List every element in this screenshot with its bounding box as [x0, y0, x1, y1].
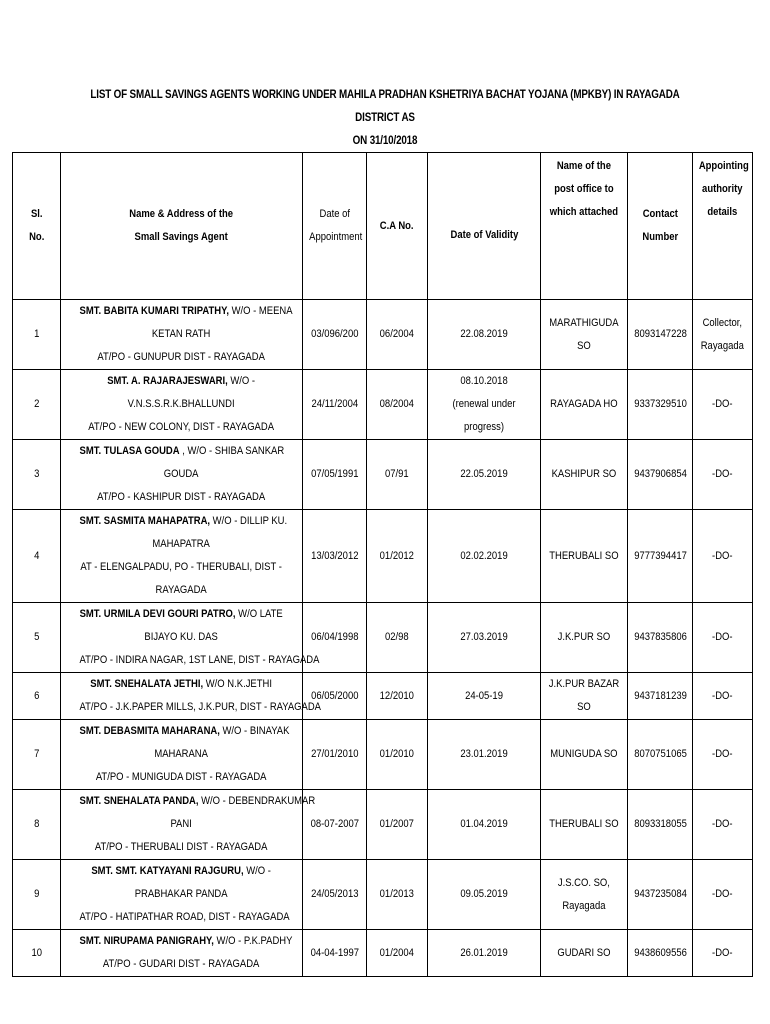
agent-name-line — [79, 790, 316, 813]
cell-agent-name-address — [61, 860, 302, 930]
header-contact-line-1: Contact — [642, 208, 678, 220]
date-of-appointment-value: 06/04/1998 — [310, 631, 359, 643]
cell-sl-no — [13, 673, 61, 720]
cell-contact-number — [627, 603, 693, 673]
header-post-office — [540, 153, 627, 300]
agent-relation: W/O - BINAYAK — [220, 725, 290, 737]
agent-name-line — [80, 440, 283, 463]
header-appointing-authority — [693, 153, 753, 300]
agent-address-line2: MAHAPATRA — [152, 538, 211, 550]
authority-auth-1: -DO- — [712, 818, 733, 830]
cell-date-of-appointment — [302, 300, 367, 370]
cell-appointing-authority — [693, 860, 753, 930]
post-office-po-1: MARATHIGUDA — [549, 316, 619, 329]
header-validity-label: Date of Validity — [450, 228, 518, 241]
sl-no-value: 2 — [34, 398, 40, 410]
ca-no-value: 01/2004 — [380, 946, 415, 959]
post-office-po-1: J.K.PUR SO — [557, 631, 611, 643]
ca-no-value: 07/91 — [385, 468, 409, 480]
agent-address-line3: AT/PO - KASHIPUR DIST - RAYAGADA — [97, 491, 266, 503]
cell-date-of-validity — [427, 440, 540, 510]
authority-auth-1: Collector, — [702, 316, 743, 329]
sl-no-value: 8 — [34, 818, 40, 830]
cell-ca-no — [367, 790, 428, 860]
contact-number-value: 9437235084 — [634, 888, 687, 900]
cell-date-of-appointment — [302, 720, 367, 790]
cell-post-office — [540, 370, 627, 440]
agent-address-line3: AT/PO - GUNUPUR DIST - RAYAGADA — [97, 351, 266, 363]
date-of-appointment-value: 03/096/200 — [310, 328, 359, 340]
authority-auth-2: Rayagada — [701, 339, 745, 352]
cell-ca-no — [367, 860, 428, 930]
header-sl-no-line-1: Sl. — [30, 208, 43, 220]
agent-address-line3: AT/PO - MUNIGUDA DIST - RAYAGADA — [96, 771, 267, 783]
cell-date-of-appointment — [302, 930, 367, 977]
cell-contact-number — [627, 930, 693, 977]
sl-no-value: 9 — [34, 888, 40, 900]
post-office-po-1: THERUBALI SO — [549, 549, 619, 562]
document-title-line-1: LIST OF SMALL SAVINGS AGENTS WORKING UNDER MAHILA PRADHAN KSHETRIYA BACHAT YOJANA (MPKBY) IN RAYAGADA DISTRICT AS — [90, 87, 680, 124]
cell-agent-name-address — [61, 790, 316, 860]
agent-relation: W/O N.K.JETHI — [203, 678, 273, 690]
cell-contact-number — [627, 300, 693, 370]
agent-name: SMT. SNEHALATA JETHI, — [90, 678, 204, 690]
agent-name: SMT. A. RAJARAJESWARI, — [107, 375, 229, 387]
cell-appointing-authority — [693, 440, 753, 510]
agent-name-line — [80, 673, 283, 696]
contact-number-value: 9337329510 — [634, 398, 687, 410]
cell-sl-no — [13, 510, 61, 603]
table-row — [13, 370, 753, 440]
agent-relation: W/O - DILLIP KU. — [210, 515, 288, 527]
cell-date-of-appointment — [302, 860, 367, 930]
cell-date-of-validity — [427, 860, 540, 930]
contact-number-value: 9777394417 — [634, 549, 687, 562]
agent-name: SMT. BABITA KUMARI TRIPATHY, — [79, 305, 230, 317]
cell-post-office — [540, 930, 627, 977]
header-name-address — [61, 153, 302, 300]
contact-number-value: 8093318055 — [634, 818, 687, 830]
agent-name-line — [79, 510, 288, 533]
header-ca-label: C.A No. — [380, 219, 415, 232]
validity-validity-1: 27.03.2019 — [460, 631, 508, 643]
date-of-appointment-value: 08-07-2007 — [310, 818, 359, 830]
contact-number-value: 9437181239 — [634, 689, 687, 702]
cell-post-office — [540, 440, 627, 510]
agent-relation: , W/O - SHIBA SANKAR — [180, 445, 285, 457]
cell-date-of-validity — [427, 930, 540, 977]
table-row — [13, 720, 753, 790]
validity-validity-1: 22.08.2019 — [460, 328, 508, 340]
contact-number-value: 9437906854 — [634, 468, 687, 480]
cell-agent-name-address — [61, 603, 320, 673]
cell-sl-no — [13, 720, 61, 790]
table-row — [13, 510, 753, 603]
header-po-line-2: post office to — [554, 183, 614, 195]
header-po-line-1: Name of the — [556, 160, 611, 172]
cell-ca-no — [367, 603, 428, 673]
sl-no-value: 7 — [34, 748, 40, 760]
ca-no-value: 08/2004 — [380, 398, 415, 410]
date-of-appointment-value: 27/01/2010 — [310, 748, 359, 760]
agent-name: SMT. SMT. KATYAYANI RAJGURU, — [91, 865, 245, 877]
table-row — [13, 300, 753, 370]
post-office-po-1: KASHIPUR SO — [551, 468, 617, 480]
validity-validity-1: 22.05.2019 — [460, 468, 508, 480]
agent-name: SMT. TULASA GOUDA — [79, 445, 181, 457]
post-office-po-1: J.K.PUR BAZAR — [548, 678, 620, 690]
cell-post-office — [540, 790, 627, 860]
cell-agent-name-address — [61, 930, 302, 977]
cell-ca-no — [367, 720, 428, 790]
table-row — [13, 440, 753, 510]
validity-validity-1: 08.10.2018 — [460, 375, 508, 387]
post-office-po-1: THERUBALI SO — [549, 818, 619, 830]
validity-validity-3: progress) — [463, 421, 504, 433]
contact-number-value: 8070751065 — [634, 748, 687, 760]
cell-date-of-validity — [427, 510, 540, 603]
cell-ca-no — [367, 370, 428, 440]
validity-validity-1: 23.01.2019 — [460, 748, 508, 760]
agent-relation: W/O - — [244, 865, 272, 877]
table-row — [13, 603, 753, 673]
cell-agent-name-address — [61, 300, 302, 370]
cell-post-office — [540, 720, 627, 790]
post-office-po-1: MUNIGUDA SO — [550, 748, 618, 760]
cell-date-of-appointment — [302, 510, 367, 603]
agent-address-line2: KETAN RATH — [152, 328, 211, 340]
authority-auth-1: -DO- — [712, 549, 733, 562]
validity-validity-1: 02.02.2019 — [460, 549, 508, 562]
sl-no-value: 3 — [34, 468, 40, 480]
table-row — [13, 790, 753, 860]
ca-no-value: 06/2004 — [380, 328, 415, 340]
cell-ca-no — [367, 300, 428, 370]
agent-address-line3: AT/PO - THERUBALI DIST - RAYAGADA — [95, 841, 268, 853]
header-name-line-2: Small Savings Agent — [134, 231, 229, 243]
authority-auth-1: -DO- — [712, 689, 733, 702]
header-date-of-appointment — [302, 153, 367, 300]
cell-post-office — [540, 300, 627, 370]
agents-table — [12, 152, 753, 977]
agent-name: SMT. SASMITA MAHAPATRA, — [79, 515, 211, 527]
cell-ca-no — [367, 440, 428, 510]
cell-date-of-validity — [427, 370, 540, 440]
agent-relation: W/O - DEBENDRAKUMAR — [198, 795, 316, 807]
ca-no-value: 01/2013 — [380, 888, 415, 900]
table-row — [13, 860, 753, 930]
cell-appointing-authority — [693, 673, 753, 720]
agent-name-line — [79, 720, 290, 743]
header-sl-no-line-2: No. — [29, 231, 45, 243]
cell-post-office — [540, 603, 627, 673]
agent-name: SMT. SNEHALATA PANDA, — [79, 795, 199, 807]
cell-sl-no — [13, 603, 61, 673]
agent-address-line2: GOUDA — [164, 468, 199, 480]
cell-appointing-authority — [693, 300, 753, 370]
document-title-line-2: ON 31/10/2018 — [352, 133, 418, 147]
header-po-line-3: which attached — [549, 206, 619, 218]
date-of-appointment-value: 06/05/2000 — [310, 689, 359, 702]
cell-date-of-validity — [427, 720, 540, 790]
document-title — [84, 83, 686, 152]
date-of-appointment-value: 07/05/1991 — [310, 468, 359, 480]
header-doa-line-1: Date of — [319, 208, 350, 220]
cell-ca-no — [367, 673, 428, 720]
agent-name-line — [80, 603, 283, 626]
table-row — [13, 673, 753, 720]
header-name-line-1: Name & Address of the — [129, 208, 234, 220]
contact-number-value: 8093147228 — [634, 328, 687, 340]
post-office-po-2: Rayagada — [562, 899, 606, 912]
post-office-po-2: SO — [577, 339, 591, 352]
agent-address-line3: AT/PO - HATIPATHAR ROAD, DIST - RAYAGADA — [79, 911, 291, 923]
cell-date-of-validity — [427, 300, 540, 370]
agent-address-line4: RAYAGADA — [156, 584, 208, 596]
authority-auth-1: -DO- — [712, 468, 733, 480]
agent-address-line2: PANI — [170, 818, 193, 830]
cell-contact-number — [627, 370, 693, 440]
cell-sl-no — [13, 300, 61, 370]
cell-appointing-authority — [693, 790, 753, 860]
sl-no-value: 5 — [34, 631, 40, 643]
agent-name-line — [79, 930, 293, 953]
agent-name-line — [80, 370, 283, 393]
cell-contact-number — [627, 860, 693, 930]
authority-auth-1: -DO- — [712, 631, 733, 643]
agent-relation: W/O - — [228, 375, 256, 387]
post-office-po-1: RAYAGADA HO — [550, 398, 618, 410]
agent-relation: W/O - P.K.PADHY — [214, 935, 293, 947]
cell-post-office — [540, 860, 627, 930]
validity-validity-1: 09.05.2019 — [460, 888, 508, 900]
agent-address-line2: PRABHAKAR PANDA — [135, 888, 229, 900]
agent-name-line — [79, 300, 294, 323]
cell-ca-no — [367, 510, 428, 603]
agent-address-line2: AT/PO - J.K.PAPER MILLS, J.K.PUR, DIST - RAYAGADA — [79, 701, 322, 713]
cell-contact-number — [627, 440, 693, 510]
agent-address-line2: MAHARANA — [154, 748, 209, 760]
validity-validity-1: 26.01.2019 — [460, 946, 508, 959]
cell-agent-name-address — [61, 510, 302, 603]
post-office-po-2: SO — [577, 701, 591, 713]
cell-appointing-authority — [693, 510, 753, 603]
date-of-appointment-value: 24/11/2004 — [311, 398, 358, 410]
agent-address-line2: BIJAYO KU. DAS — [144, 631, 219, 643]
sl-no-value: 10 — [31, 946, 42, 959]
cell-date-of-appointment — [302, 440, 367, 510]
date-of-appointment-value: 24/05/2013 — [310, 888, 359, 900]
cell-contact-number — [627, 790, 693, 860]
validity-validity-2: (renewal under — [452, 398, 516, 410]
ca-no-value: 01/2012 — [380, 549, 415, 562]
header-doa-line-2: Appointment — [308, 231, 363, 243]
agent-name: SMT. URMILA DEVI GOURI PATRO, — [80, 608, 236, 620]
header-contact-number — [627, 153, 693, 300]
post-office-po-1: J.S.CO. SO, — [557, 876, 610, 889]
authority-auth-1: -DO- — [712, 946, 733, 959]
validity-validity-1: 24-05-19 — [464, 689, 503, 702]
cell-appointing-authority — [693, 603, 753, 673]
cell-appointing-authority — [693, 720, 753, 790]
cell-post-office — [540, 673, 627, 720]
agent-address-line3: AT/PO - INDIRA NAGAR, 1ST LANE, DIST - RAYAGADA — [79, 654, 320, 666]
cell-post-office — [540, 510, 627, 603]
cell-contact-number — [627, 510, 693, 603]
agent-name: SMT. DEBASMITA MAHARANA, — [79, 725, 221, 737]
post-office-po-1: GUDARI SO — [557, 946, 611, 959]
authority-auth-1: -DO- — [712, 748, 733, 760]
header-contact-line-2: Number — [642, 231, 678, 243]
agent-address-line3: AT - ELENGALPADU, PO - THERUBALI, DIST - — [80, 561, 283, 573]
contact-number-value: 9438609556 — [634, 946, 687, 959]
agent-relation: W/O LATE — [235, 608, 284, 620]
cell-appointing-authority — [693, 370, 753, 440]
cell-ca-no — [367, 930, 428, 977]
cell-date-of-validity — [427, 673, 540, 720]
sl-no-value: 4 — [34, 549, 40, 562]
cell-agent-name-address — [61, 440, 302, 510]
agent-name-line — [80, 860, 283, 883]
sl-no-value: 6 — [34, 689, 40, 702]
agent-relation: W/O - MEENA — [229, 305, 294, 317]
agent-address-line2: V.N.S.S.R.K.BHALLUNDI — [128, 398, 236, 410]
cell-contact-number — [627, 720, 693, 790]
ca-no-value: 12/2010 — [380, 689, 415, 702]
date-of-appointment-value: 04-04-1997 — [310, 946, 359, 959]
table-row — [13, 930, 753, 977]
agents-table-body — [13, 300, 753, 977]
table-header-row — [13, 153, 753, 300]
cell-sl-no — [13, 370, 61, 440]
header-sl-no — [13, 153, 61, 300]
header-ca-no — [367, 153, 428, 300]
cell-sl-no — [13, 930, 61, 977]
cell-contact-number — [627, 673, 693, 720]
cell-appointing-authority — [693, 930, 753, 977]
header-auth-line-3: details — [707, 206, 738, 218]
cell-date-of-validity — [427, 603, 540, 673]
cell-sl-no — [13, 860, 61, 930]
cell-date-of-appointment — [302, 370, 367, 440]
cell-agent-name-address — [61, 720, 302, 790]
cell-date-of-validity — [427, 790, 540, 860]
authority-auth-1: -DO- — [712, 398, 733, 410]
authority-auth-1: -DO- — [712, 888, 733, 900]
date-of-appointment-value: 13/03/2012 — [310, 549, 359, 562]
cell-agent-name-address — [61, 370, 302, 440]
header-auth-line-2: authority — [702, 183, 743, 195]
cell-agent-name-address — [61, 673, 322, 720]
agent-name: SMT. NIRUPAMA PANIGRAHY, — [79, 935, 215, 947]
agent-address-line3: AT/PO - NEW COLONY, DIST - RAYAGADA — [88, 421, 275, 433]
ca-no-value: 02/98 — [385, 631, 409, 643]
validity-validity-1: 01.04.2019 — [460, 818, 508, 830]
agent-address-line2: AT/PO - GUDARI DIST - RAYAGADA — [103, 958, 260, 970]
header-auth-line-1: Appointing — [699, 160, 750, 172]
contact-number-value: 9437835806 — [634, 631, 687, 643]
sl-no-value: 1 — [34, 328, 40, 340]
ca-no-value: 01/2010 — [380, 748, 415, 760]
cell-sl-no — [13, 790, 61, 860]
header-date-of-validity — [427, 153, 540, 300]
ca-no-value: 01/2007 — [380, 818, 415, 830]
cell-sl-no — [13, 440, 61, 510]
